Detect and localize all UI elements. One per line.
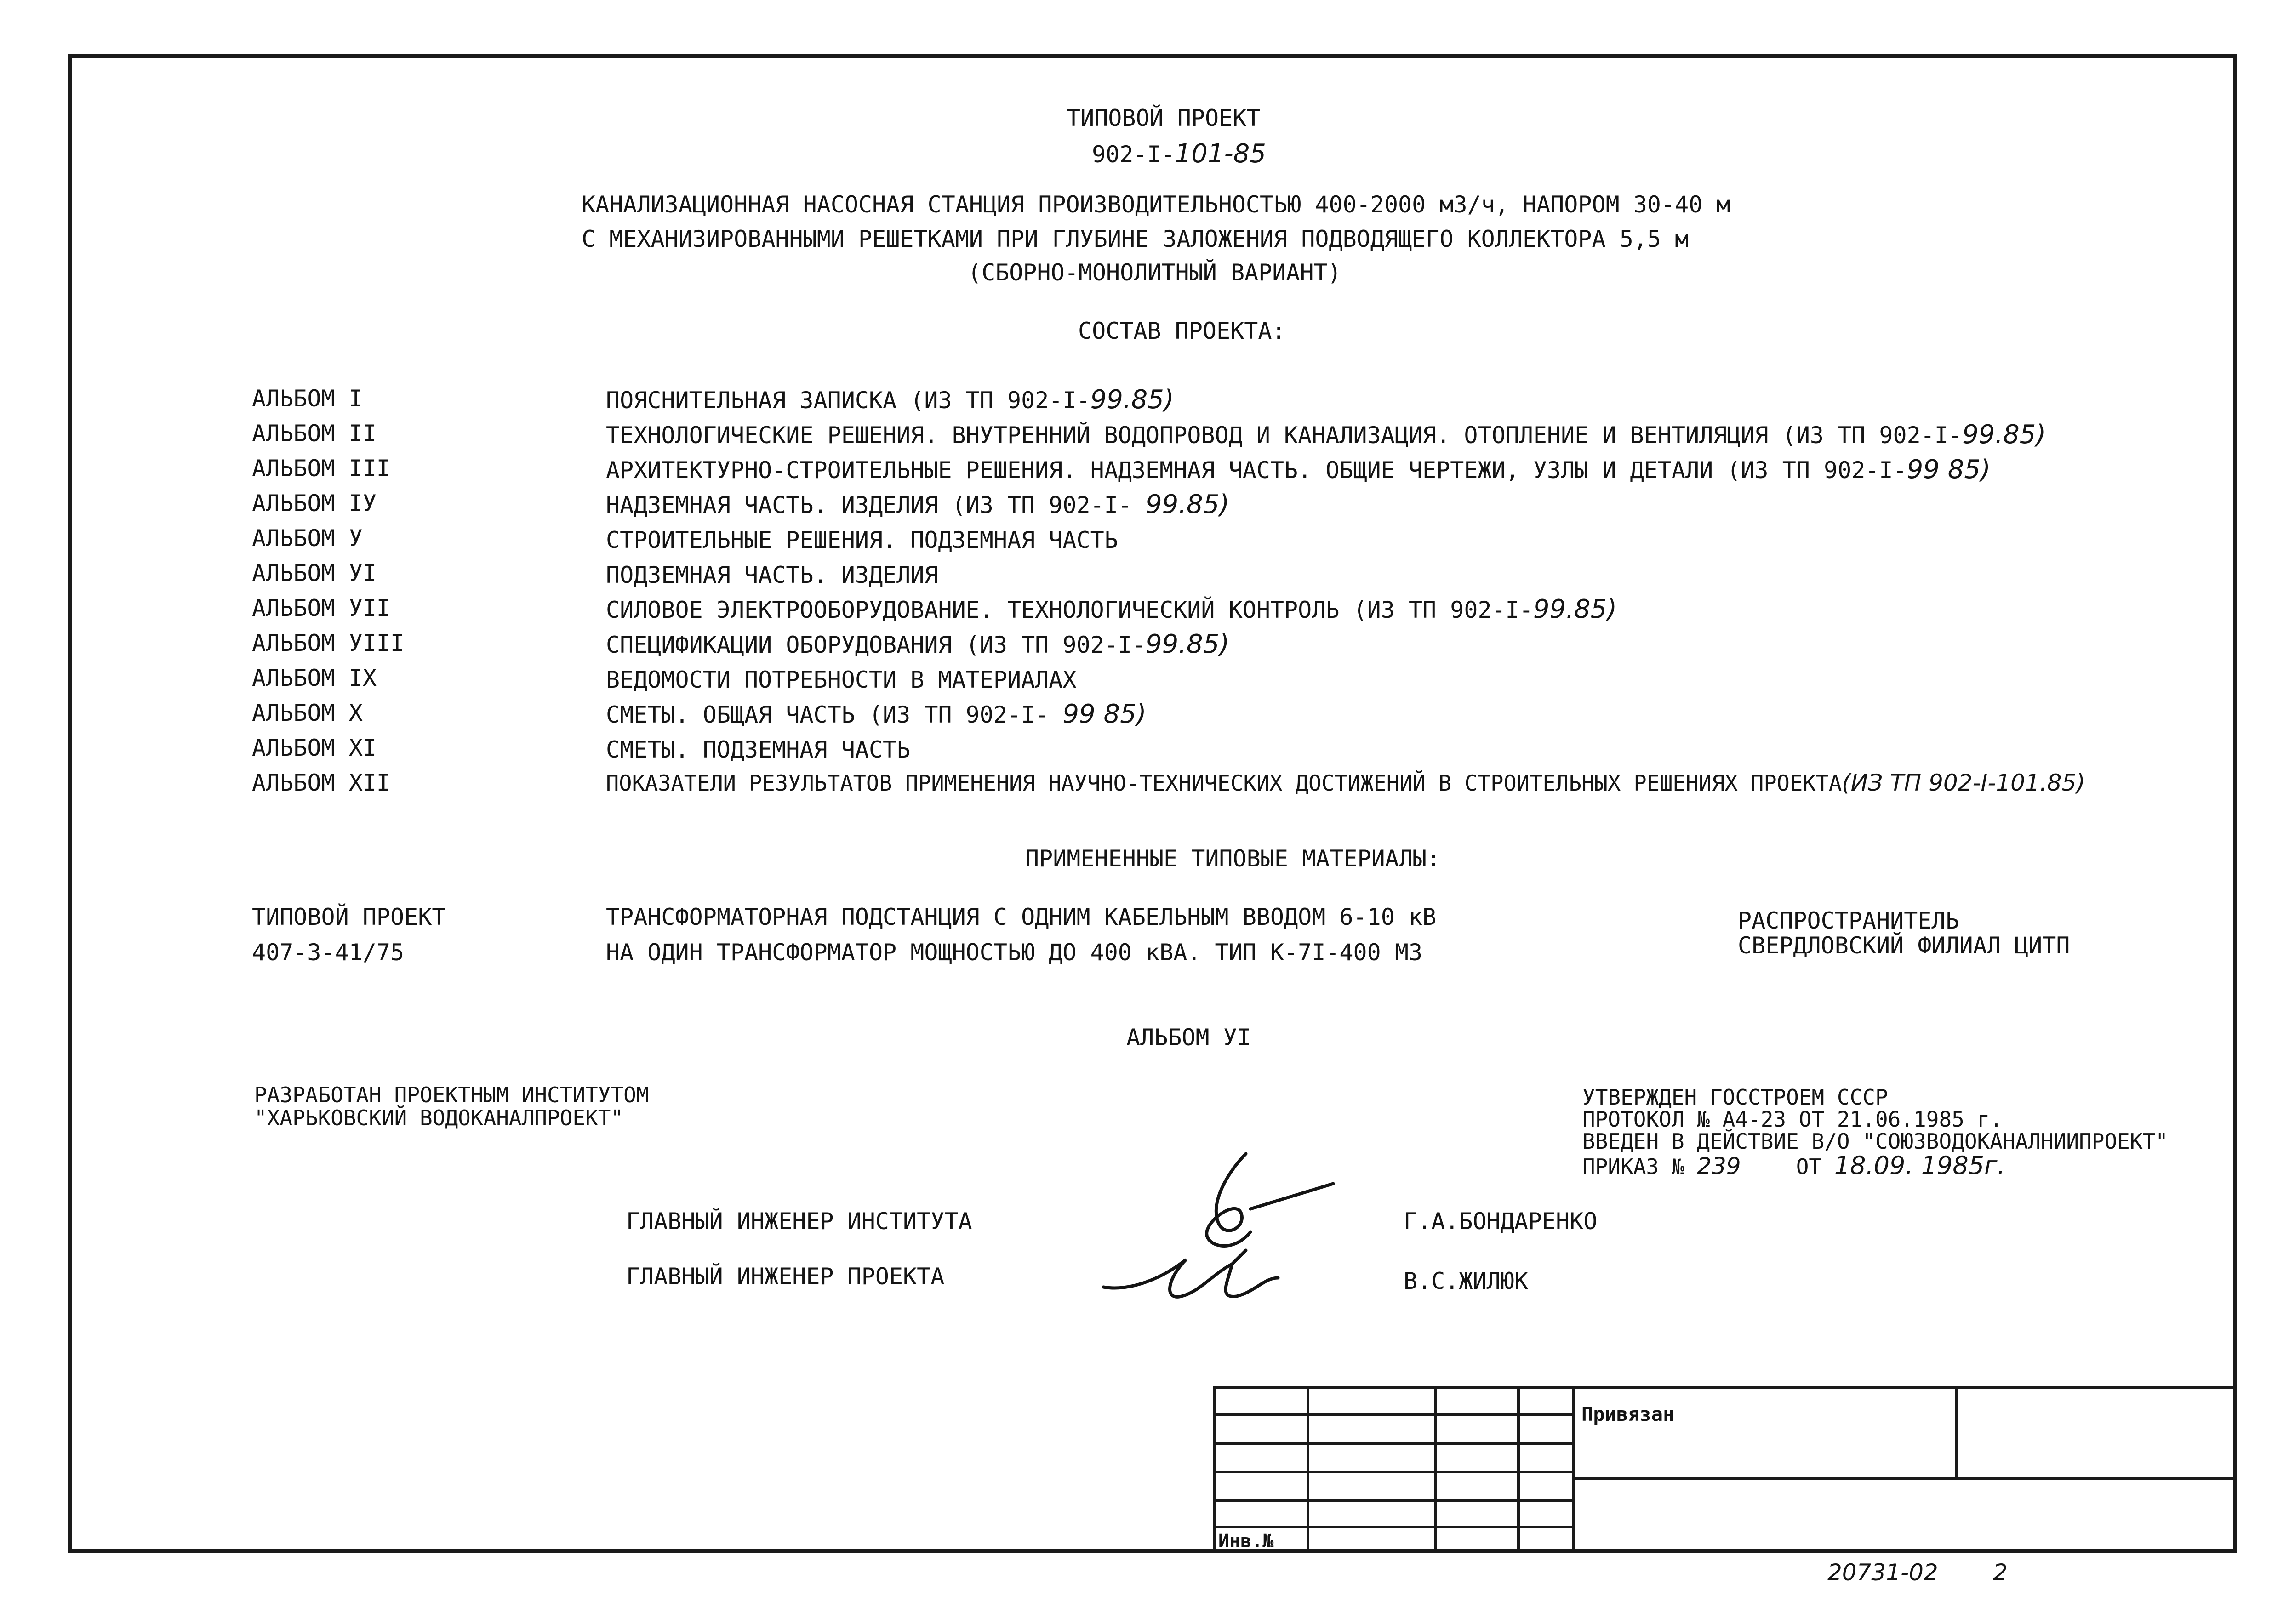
album-title (606, 629, 1230, 659)
project-number-prefix: 902-I- (1092, 141, 1175, 168)
album-title-text: СТРОИТЕЛЬНЫЕ РЕШЕНИЯ. ПОДЗЕМНАЯ ЧАСТЬ (606, 527, 1118, 553)
applied-materials-heading: ПРИМЕНЕННЫЕ ТИПОВЫЕ МАТЕРИАЛЫ: (1025, 845, 1441, 872)
developer-line-1: РАЗРАБОТАН ПРОЕКТНЫМ ИНСТИТУТОМ (254, 1083, 649, 1107)
album-title-text: СИЛОВОЕ ЭЛЕКТРООБОРУДОВАНИЕ. ТЕХНОЛОГИЧЕСКИЙ КОНТРОЛЬ (ИЗ ТП 902-I- (606, 597, 1533, 623)
document-number: 20731-02 (1827, 1559, 1938, 1586)
album-label: АЛЬБОМ X (252, 700, 363, 726)
album-label: АЛЬБОМ УIII (252, 630, 405, 656)
album-title-text: ТЕХНОЛОГИЧЕСКИЕ РЕШЕНИЯ. ВНУТРЕННИЙ ВОДОПРОВОД И КАНАЛИЗАЦИЯ. ОТОПЛЕНИЕ И ВЕНТИЛЯЦИЯ (ИЗ ТП 902-I- (606, 422, 1963, 449)
album-title (606, 771, 2085, 794)
album-title-text: АРХИТЕКТУРНО-СТРОИТЕЛЬНЫЕ РЕШЕНИЯ. НАДЗЕМНАЯ ЧАСТЬ. ОБЩИЕ ЧЕРТЕЖИ, УЗЛЫ И ДЕТАЛИ (ИЗ ТП 902-I- (606, 457, 1907, 484)
album-title-handwritten: 99 85) (1907, 455, 1991, 484)
album-title (606, 594, 1617, 624)
album-title-center: АЛЬБОМ УI (1126, 1024, 1251, 1051)
title-block-line (1572, 1386, 1575, 1553)
album-title (606, 562, 938, 587)
album-title (606, 701, 1147, 727)
approval-line-2: ПРОТОКОЛ № А4-23 ОТ 21.06.1985 г. (1582, 1107, 2003, 1132)
album-title-text: СМЕТЫ. ПОДЗЕМНАЯ ЧАСТЬ (606, 736, 911, 763)
stamp-inventory-label: Инв.№ (1218, 1531, 1274, 1552)
project-number (1092, 141, 1266, 167)
distributor-name: СВЕРДЛОВСКИЙ ФИЛИАЛ ЦИТП (1738, 932, 2070, 959)
album-label: АЛЬБОМ IУ (252, 490, 377, 517)
applied-project-label: ТИПОВОЙ ПРОЕКТ (252, 904, 446, 930)
album-title-text: СПЕЦИФИКАЦИИ ОБОРУДОВАНИЯ (ИЗ ТП 902-I- (606, 632, 1146, 658)
album-title (606, 387, 1174, 413)
album-title-text: ПОДЗЕМНАЯ ЧАСТЬ. ИЗДЕЛИЯ (606, 562, 938, 588)
header-line-3: КАНАЛИЗАЦИОННАЯ НАСОСНАЯ СТАНЦИЯ ПРОИЗВОДИТЕЛЬНОСТЬЮ 400-2000 м3/ч, НАПОРОМ 30-40 м (582, 191, 1730, 218)
stamp-bound-label: Привязан (1581, 1403, 1675, 1425)
album-label: АЛЬБОМ УII (252, 595, 391, 621)
album-title-handwritten: 99.85) (1533, 594, 1617, 624)
album-title (606, 422, 2046, 448)
album-title-handwritten: 99.85) (1962, 420, 2046, 450)
chief-institute-role: ГЛАВНЫЙ ИНЖЕНЕР ИНСТИТУТА (626, 1208, 972, 1235)
title-block-line (1213, 1471, 1572, 1473)
title-block-line (1213, 1413, 1572, 1416)
album-title-handwritten: 99.85) (1090, 385, 1174, 415)
album-title (606, 667, 1077, 692)
album-title-handwritten: 99 85) (1062, 699, 1147, 729)
album-label: АЛЬБОМ УI (252, 560, 377, 587)
chief-project-name: В.С.ЖИЛЮК (1404, 1268, 1528, 1294)
header-line-5: (СБОРНО-МОНОЛИТНЫЙ ВАРИАНТ) (968, 259, 1341, 286)
approval-order-date: 18.09. 1985г. (1834, 1151, 2005, 1180)
album-title-text: НАДЗЕМНАЯ ЧАСТЬ. ИЗДЕЛИЯ (ИЗ ТП 902-I- (606, 492, 1146, 519)
title-block-line (1213, 1526, 1572, 1528)
distributor-label: РАСПРОСТРАНИТЕЛЬ (1738, 907, 1959, 934)
album-title (606, 457, 1991, 483)
album-title-handwritten: (ИЗ ТП 902-I-101.85) (1842, 769, 2085, 796)
approval-order-date-label: ОТ (1796, 1154, 1834, 1179)
title-block-line (1572, 1477, 2237, 1480)
signature-chief-project (1094, 1241, 1296, 1315)
title-block-line (1955, 1386, 1958, 1480)
album-label: АЛЬБОМ I (252, 385, 363, 412)
approval-line-1: УТВЕРЖДЕН ГОССТРОЕМ СССР (1582, 1085, 1888, 1110)
album-title (606, 527, 1118, 553)
album-label: АЛЬБОМ III (252, 455, 391, 482)
applied-project-number: 407-3-41/75 (252, 939, 405, 966)
album-title-handwritten: 99.85) (1146, 629, 1230, 659)
header-line-4: С МЕХАНИЗИРОВАННЫМИ РЕШЕТКАМИ ПРИ ГЛУБИНЕ ЗАЛОЖЕНИЯ ПОДВОДЯЩЕГО КОЛЛЕКТОРА 5,5 м (582, 226, 1689, 252)
album-title-text: СМЕТЫ. ОБЩАЯ ЧАСТЬ (ИЗ ТП 902-I- (606, 701, 1063, 728)
album-title-handwritten: 99.85) (1146, 490, 1230, 519)
chief-institute-name: Г.А.БОНДАРЕНКО (1404, 1208, 1598, 1235)
approval-order-label: ПРИКАЗ № (1582, 1154, 1697, 1179)
title-block-line (1213, 1442, 1572, 1445)
album-title-text: ПОЯСНИТЕЛЬНАЯ ЗАПИСКА (ИЗ ТП 902-I- (606, 387, 1090, 414)
title-block-line (1213, 1499, 1572, 1502)
album-label: АЛЬБОМ У (252, 525, 363, 552)
album-label: АЛЬБОМ II (252, 420, 377, 447)
album-label: АЛЬБОМ XI (252, 735, 377, 761)
approval-order-number: 239 (1697, 1153, 1741, 1180)
chief-project-role: ГЛАВНЫЙ ИНЖЕНЕР ПРОЕКТА (626, 1263, 945, 1290)
album-label: АЛЬБОМ IX (252, 665, 377, 691)
applied-description-line-1: ТРАНСФОРМАТОРНАЯ ПОДСТАНЦИЯ С ОДНИМ КАБЕЛЬНЫМ ВВОДОМ 6-10 кВ (606, 904, 1437, 930)
approval-order (1582, 1151, 2005, 1180)
project-number-handwritten: 101-85 (1175, 139, 1266, 169)
album-title-text: ПОКАЗАТЕЛИ РЕЗУЛЬТАТОВ ПРИМЕНЕНИЯ НАУЧНО-ТЕХНИЧЕСКИХ ДОСТИЖЕНИЙ В СТРОИТЕЛЬНЫХ РЕШЕНИЯХ ПРОЕКТА (606, 771, 1842, 796)
approval-line-3: ВВЕДЕН В ДЕЙСТВИЕ В/О "СОЮЗВОДОКАНАЛНИИПРОЕКТ" (1582, 1129, 2168, 1154)
applied-description-line-2: НА ОДИН ТРАНСФОРМАТОР МОЩНОСТЬЮ ДО 400 кВА. ТИП К-7I-400 МЗ (606, 939, 1423, 966)
album-title (606, 492, 1229, 518)
header-line-1: ТИПОВОЙ ПРОЕКТ (1067, 105, 1261, 131)
album-title (606, 736, 910, 762)
album-title-text: ВЕДОМОСТИ ПОТРЕБНОСТИ В МАТЕРИАЛАХ (606, 667, 1077, 693)
sheet-number: 2 (1993, 1559, 2008, 1586)
composition-heading: СОСТАВ ПРОЕКТА: (1078, 318, 1286, 344)
developer-line-2: "ХАРЬКОВСКИЙ ВОДОКАНАЛПРОЕКТ" (254, 1105, 624, 1130)
album-label: АЛЬБОМ XII (252, 769, 391, 796)
